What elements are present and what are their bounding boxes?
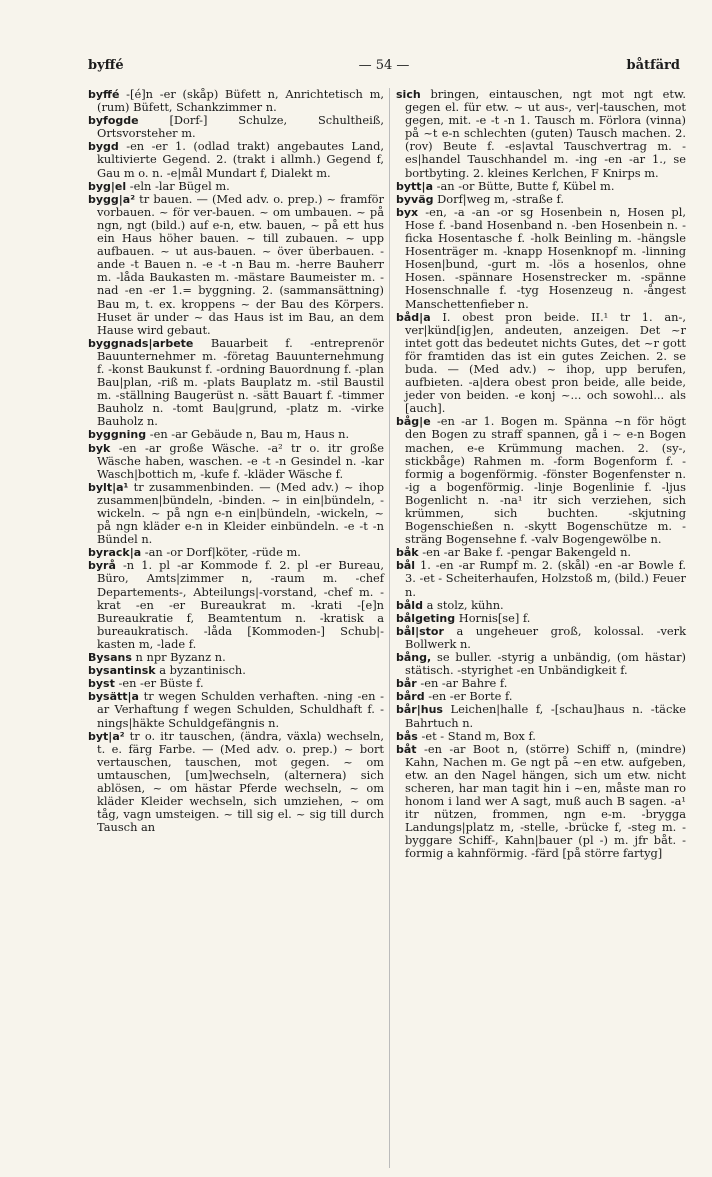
dictionary-entry: bylt|a¹ tr zusammenbinden. — (Med adv.) ~ ihop zusammen|bündeln, -binden. ~ in ein|bündeln, -wickeln. ~ på ngn e-n ein|bündeln, -wickeln, ~ på ngn kläder e-n in Kleider einbündeln. -e -t -n Bündel n. — [88, 479, 384, 547]
column-divider — [389, 88, 390, 1168]
entry-headword: bård — [396, 690, 425, 704]
entry-headword: bygg|a² — [88, 192, 136, 206]
dictionary-entry: bygg|a² tr bauen. — (Med adv. o. prep.) ~ framför vorbauen. ~ för ver-bauen. ~ om umbauen. ~ på ngn, ngt (bild.) auf e-n, etw. bauen, ~ på ett hus ein Haus höher bauen. ~ till zubauen. ~ upp aufbauen. ~ ut aus-bauen. ~ över überbauen. -ande -t Bauen n. -e -t -n Bau m. -herre Bauherr m. -låda Baukasten m. -mästare Baumeister m. -nad -en -er 1.= byggning. 2. (sammansättning) Bau m, t. ex. kroppens ~ der Bau des Körpers. Huset är under ~ das Haus ist im Bau, an dem Hause wird gebaut. — [88, 191, 384, 337]
left-column — [88, 88, 384, 834]
dictionary-entry: bålgeting Hornis[se] f. — [396, 610, 531, 625]
entry-headword: sich — [396, 88, 421, 101]
entry-headword: bysätt|a — [88, 690, 139, 704]
dictionary-entry: byggnads|arbete Bauarbeit f. -entreprenör Bauunternehmer m. -företag Bauunternehmung f. -konst Baukunst f. -ordning Bauordnung f. -plan Bau|plan, -riß m. -plats Bauplatz m. -stil Baustil m. -ställning Baugerüst n. -sätt Bauart f. -timmer Bauholz n. -tomt Bau|grund, -platz m. -virke Bauholz n. — [88, 335, 384, 429]
entry-headword: bår — [396, 677, 417, 691]
entry-headword: båd|a — [396, 310, 431, 324]
header-left-guideword: byffé — [88, 58, 124, 73]
entry-headword: byx — [396, 205, 419, 219]
dictionary-entry: byväg Dorf|weg m, -straße f. — [396, 191, 564, 206]
page-header — [88, 58, 680, 78]
dictionary-entry: byst -en -er Büste f. — [88, 676, 204, 691]
entry-headword: bytt|a — [396, 179, 434, 193]
right-column — [396, 88, 686, 861]
dictionary-entry: båg|e -en -ar 1. Bogen m. Spänna ~n för högt den Bogen zu straff spannen, gå i ~ e-n Bogen machen, e-e Krümmung machen. 2. (sy-, stickbåge) Rahmen m. -form Bogenform f. -formig a bogenförmig. -fönster Bogenfenster n. -ig a bogenförmig. -linje Bogenlinie f. -ljus Bogenlicht n. -na¹ itr sich verziehen, sich krümmen, sich buchten. -skjutning Bogenschießen n. -skytt Bogenschütze m. -sträng Bogensehne f. -valv Bogengewölbe n. — [396, 414, 686, 547]
entry-headword: bål|stor — [396, 624, 444, 638]
dictionary-entry: byrå -n 1. pl -ar Kommode f. 2. pl -er Bureau, Büro, Amts|zimmer n, -raum m. -chef Departements-, Abteilungs|-vorstand, -chef m. -krat -en -er Bureaukrat m. -krati -[e]n Bureaukratie f, Beamtentum n. -kratisk a bureaukratisch. -låda [Kommoden-] Schub|-kasten m, -lade f. — [88, 558, 384, 651]
dictionary-entry: byt|a² tr o. itr tauschen, (ändra, växla) wechseln, t. e. färg Farbe. — (Med adv. o. prep.) ~ bort vertauschen, tauschen, mot gegen. ~ om umtauschen, [um]wechseln, (alternera) sich ablösen, ~ om hästar Pferde wechseln, ~ om kläder Kleider wechseln, sich umziehen, ~ om tåg, vagn umsteigen. ~ till sig el. ~ sig till durch Tausch an — [88, 728, 384, 835]
entry-headword: byk — [88, 441, 111, 455]
entry-headword: båk — [396, 546, 419, 560]
entry-headword: båg|e — [396, 415, 431, 429]
dictionary-entry: byk -en -ar große Wäsche. -a² tr o. itr große Wäsche haben, waschen. -e -t -n Gesindel n. -kar Wasch|bottich m, -kufe f. -kläder Wäsche f. — [88, 440, 384, 481]
dictionary-entry: båt -en -ar Boot n, (större) Schiff n, (mindre) Kahn, Nachen m. Ge ngt på ~en etw. aufgeben, etw. an den Nagel hängen, sich um etw. nicht scheren, har man tagit hin i ~en, måste man ro honom i land wer A sagt, muß auch B sagen. -a¹ itr nützen, frommen, ngn e-m. -brygga Landungs|platz m, -stelle, -brücke f, -steg m. -byggare Schiff-, Kahn|bauer (pl -) m. jfr båt. -formig a kahnförmig. -färd [på större fartyg] — [396, 741, 686, 861]
dictionary-entry: sich bringen, eintauschen, ngt mot ngt etw. gegen el. für etw. ~ ut aus-, ver|-tauschen, mot gegen, mit. -e -t -n 1. Tausch m. Förlora (vinna) på ~t e-n schlechten (guten) Tausch machen. 2. (rov) Beute f. -es|avtal Tauschvertrag m. -es|handel Tauschhandel m. -ing -en -ar 1., se bortbyting. 2. kleines Kerlchen, F Knirps m. — [396, 87, 686, 180]
dictionary-entry: Bysans n npr Byzanz n. — [88, 650, 226, 665]
entry-headword: bysantinsk — [88, 664, 156, 678]
dictionary-entry: bår|hus Leichen|halle f, -[schau]haus n. -täcke Bahrtuch n. — [396, 702, 686, 730]
entry-headword: båt — [396, 742, 417, 756]
page-number: — 54 — — [358, 58, 410, 73]
entry-headword: båld — [396, 598, 423, 612]
entry-headword: byggning — [88, 428, 147, 442]
dictionary-entry: bås -et - Stand m, Box f. — [396, 728, 536, 743]
dictionary-entry: bård -en -er Borte f. — [396, 689, 513, 704]
dictionary-entry: båk -en -ar Bake f. -pengar Bakengeld n. — [396, 545, 632, 560]
dictionary-entry: båld a stolz, kühn. — [396, 597, 504, 612]
entry-headword: byrack|a — [88, 546, 142, 560]
entry-headword: byfogde — [88, 114, 139, 128]
dictionary-entry: bytt|a -an -or Bütte, Butte f, Kübel m. — [396, 178, 615, 193]
entry-headword: byg|el — [88, 179, 127, 193]
dictionary-entry: bål|stor a ungeheuer groß, kolossal. -verk Bollwerk n. — [396, 623, 686, 651]
entry-headword: bålgeting — [396, 611, 456, 625]
dictionary-entry: bång, se buller. -styrig a unbändig, (om hästar) stätisch. -styrighet -en Unbändigkeit f. — [396, 650, 686, 678]
dictionary-entry: bysantinsk a byzantinisch. — [88, 663, 246, 678]
entry-headword: bår|hus — [396, 703, 443, 717]
entry-headword: Bysans — [88, 651, 132, 665]
dictionary-entry: bysätt|a tr wegen Schulden verhaften. -ning -en -ar Verhaftung f wegen Schulden, Schuldhaft f. -nings|häkte Schuldgefängnis n. — [88, 689, 384, 730]
entry-headword: byffé — [88, 88, 120, 101]
dictionary-entry: byg|el -eln -lar Bügel m. — [88, 178, 230, 193]
dictionary-entry: båd|a I. obest pron beide. II.¹ tr 1. an-, ver|künd[ig]en, andeuten, anzeigen. Det ~r intet gott das bedeutet nichts Gutes, det ~r gott för framtiden das ist ein gutes Zeichen. 2. se buda. — (Med adv.) ~ ihop, upp berufen, aufbieten. -a|dera obest pron beide, alle beide, jeder von beiden. -e konj ~... och sowohl... als [auch]. — [396, 309, 686, 416]
dictionary-entry: byfogde [Dorf-] Schulze, Schultheiß, Ortsvorsteher m. — [88, 113, 384, 141]
dictionary-entry: bår -en -ar Bahre f. — [396, 676, 508, 691]
entry-headword: bång, — [396, 651, 432, 665]
dictionary-entry: byggning -en -ar Gebäude n, Bau m, Haus n. — [88, 427, 350, 442]
entry-headword: byrå — [88, 559, 116, 573]
entry-headword: bål — [396, 559, 416, 573]
entry-headword: bylt|a¹ — [88, 480, 129, 494]
entry-headword: byt|a² — [88, 729, 125, 743]
entry-headword: bås — [396, 729, 418, 743]
entry-headword: byggnads|arbete — [88, 336, 194, 350]
entry-headword: bygd — [88, 140, 119, 154]
dictionary-entry: byx -en, -a -an -or sg Hosenbein n, Hosen pl, Hose f. -band Hosenband n. -ben Hosenbein n. -ficka Hosentasche f. -holk Beinling m. -hängsle Hosenträger m. -knapp Hosenknopf m. -linning Hosen|bund, -gurt m. -lös a hosenlos, ohne Hosen. -spännare Hosenstrecker m. -spänne Hosenschnalle f. -tyg Hosenzeug n. -ångest Manschettenfieber n. — [396, 204, 686, 311]
dictionary-entry: byrack|a -an -or Dorf|köter, -rüde m. — [88, 545, 301, 560]
entry-headword: byväg — [396, 192, 434, 206]
dictionary-entry: byffé -[é]n -er (skåp) Büfett n, Anrichtetisch m, (rum) Büfett, Schankzimmer n. — [88, 87, 384, 115]
header-right-guideword: båtfärd — [626, 58, 680, 73]
entry-headword: byst — [88, 677, 115, 691]
dictionary-entry: bål 1. -en -ar Rumpf m. 2. (skål) -en -ar Bowle f. 3. -et - Scheiterhaufen, Holzstoß m, (bild.) Feuer n. — [396, 558, 686, 599]
dictionary-entry: bygd -en -er 1. (odlad trakt) angebautes Land, kultivierte Gegend. 2. (trakt i allmh.) Gegend f, Gau m o. n. -e|mål Mundart f, Dialekt m. — [88, 139, 384, 180]
